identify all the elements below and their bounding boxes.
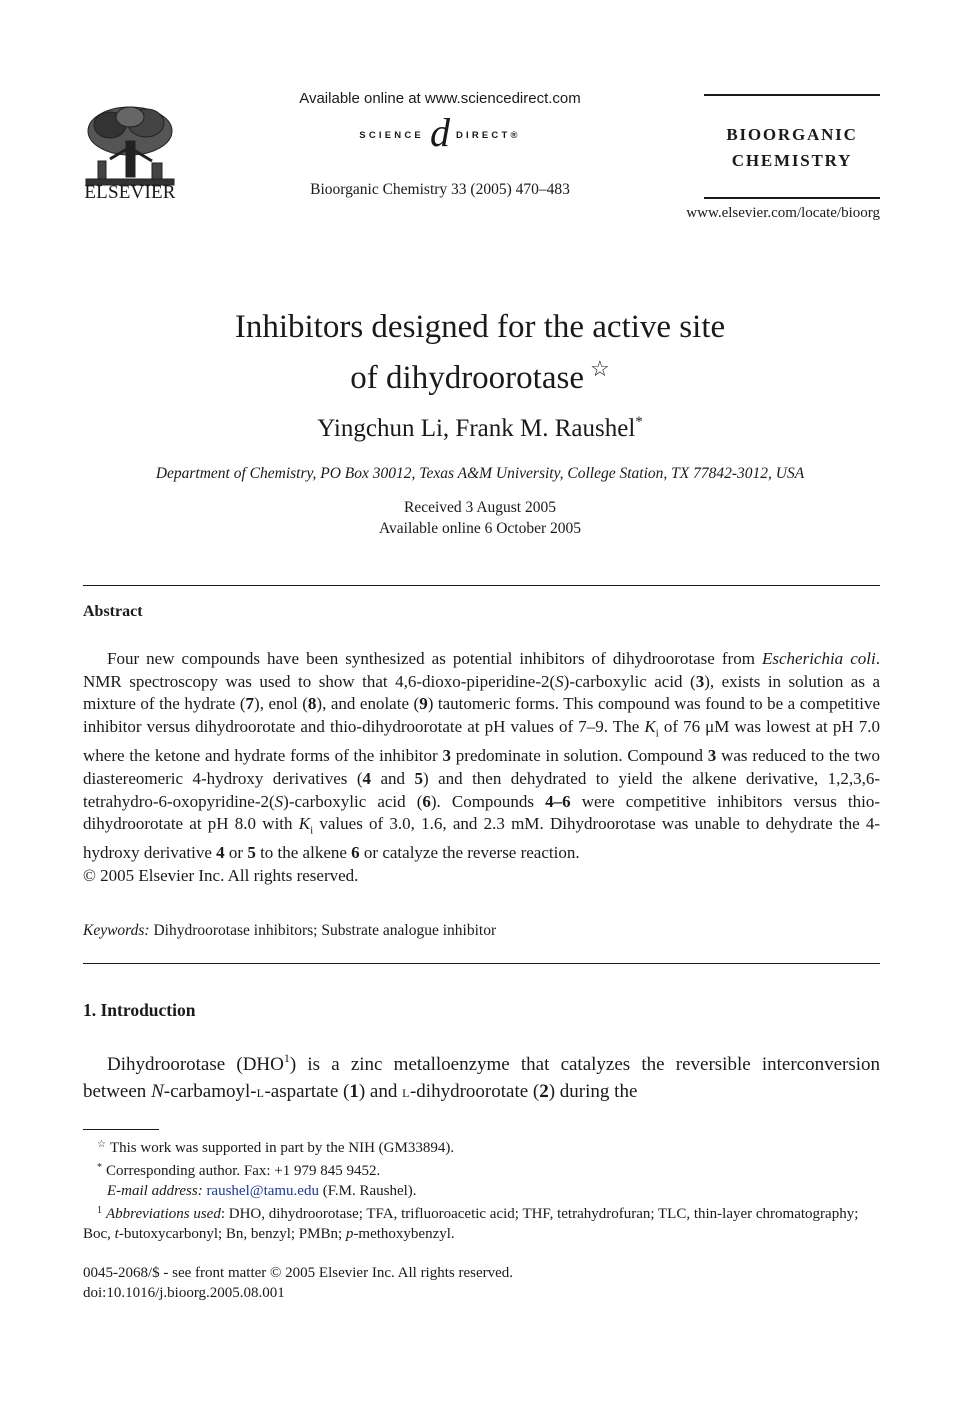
affiliation: Department of Chemistry, PO Box 30012, Texas A&M University, College Station, TX 77842-3012, USA [155, 465, 805, 482]
corresponding-author-mark[interactable]: * [635, 414, 643, 430]
title-line2: of dihydroorotase [350, 360, 584, 396]
authors-text: Yingchun Li, Frank M. Raushel [317, 415, 636, 442]
journal-title-rule-top [704, 94, 880, 96]
journal-title-line2: CHEMISTRY [731, 151, 853, 170]
available-online-text: Available online at www.sciencedirect.com [299, 90, 581, 107]
article-title [80, 306, 880, 399]
footnote-corresponding: * Corresponding author. Fax: +1 979 845 9452. [97, 1162, 381, 1179]
sciencedirect-logo [240, 110, 640, 156]
front-matter [83, 1263, 880, 1303]
journal-title-line1: BIOORGANIC [726, 125, 858, 144]
keywords [83, 922, 880, 940]
footnote-abbreviations: $^1$ Abbreviations used: DHO, dihydroorotase; TFA, trifluoroacetic acid; THF, tetrahydrofuran; TLC, thin-layer chromatography; Boc, t-butoxycarbonyl; Bn, benzyl; PMBn; p-methoxybenzyl. [83, 1205, 859, 1242]
issn-line: 0045-2068/$ - see front matter © 2005 Elsevier Inc. All rights reserved. [83, 1265, 514, 1281]
footnote-email: E-mail address: raushel@tamu.edu (F.M. Raushel). [107, 1183, 417, 1199]
article-dates [80, 497, 880, 539]
title-line1: Inhibitors designed for the active site [234, 309, 726, 345]
available-date: Available online 6 October 2005 [378, 520, 581, 537]
keywords-text: Dihydroorotase inhibitors; Substrate analogue inhibitor [149, 922, 497, 939]
author-list [80, 414, 880, 443]
received-date: Received 3 August 2005 [404, 499, 556, 516]
doi-line[interactable]: doi:10.1016/j.bioorg.2005.08.001 [83, 1285, 285, 1301]
abstract-body: Four new compounds have been synthesized as potential inhibitors of dihydroorotase from Escherichia coli. NMR spectroscopy was used to show that 4,6-dioxo-piperidine-2(S)-carboxylic acid (3), exists in solution as a mixture of the hydrate (7), enol (8), and enolate (9) tautomeric forms. This compound was found to be a competitive inhibitor versus dihydroorotate and thio-dihydroorotate at pH values of 7–9. The $K_i$ of 76 μM was lowest at pH 7.0 where the ketone and hydrate forms of the inhibitor 3 predominate in solution. Compound 3 was reduced to the two diastereomeric 4-hydroxy derivatives (4 and 5) and then dehydrated to yield the alkene derivative, 1,2,3,6-tetrahydro-6-oxopyridine-2(S)-carboxylic acid (6). Compounds 4–6 were competitive inhibitors versus thio-dihydroorotate at pH 8.0 with $K_i$ values of 3.0, 1.6, and 2.3 mM. Dihydroorotase was unable to dehydrate the 4-hydroxy derivative 4 or 5 to the alkene 6 or catalyze the reverse reaction. © 2005 Elsevier Inc. All rights reserved. [83, 648, 880, 888]
intro-paragraph: Dihydroorotase (DHO$^1$) is a zinc metalloenzyme that catalyzes the reversible interconversion between N-carbamoyl-L-aspartate (1) and L-dihydroorotate (2) during the [83, 1051, 881, 1102]
abstract-copyright: © 2005 Elsevier Inc. All rights reserved. [83, 866, 359, 886]
footnote-asterisk: * [97, 1162, 102, 1173]
sd-right-word: DIRECT® [455, 129, 521, 141]
footnote-number-1: 1 [97, 1205, 102, 1216]
sd-d-glyph: d [429, 110, 450, 155]
divider-top [83, 585, 880, 586]
intro-heading: 1. Introduction [83, 1000, 196, 1020]
footnote-ref-1[interactable]: 1 [283, 1051, 290, 1065]
email-link[interactable]: raushel@tamu.edu [206, 1183, 319, 1199]
sd-left-word: SCIENCE [359, 129, 424, 141]
journal-url: www.elsevier.com/locate/bioorg [686, 205, 880, 221]
journal-title [704, 122, 880, 174]
journal-citation: Bioorganic Chemistry 33 (2005) 470–483 [310, 181, 570, 198]
footnotes [83, 1135, 880, 1244]
footnote-funding: ☆ This work was supported in part by the NIH (GM33894). [97, 1139, 455, 1156]
publisher-name: ELSEVIER [84, 182, 176, 203]
keywords-label: Keywords: [83, 922, 150, 939]
footnote-star-icon: ☆ [97, 1139, 106, 1150]
abstract-heading: Abstract [83, 603, 143, 620]
journal-title-rule-bottom [704, 197, 880, 199]
title-star-icon[interactable]: ☆ [589, 356, 610, 381]
footnote-rule [83, 1129, 159, 1130]
divider-bottom [83, 963, 880, 964]
